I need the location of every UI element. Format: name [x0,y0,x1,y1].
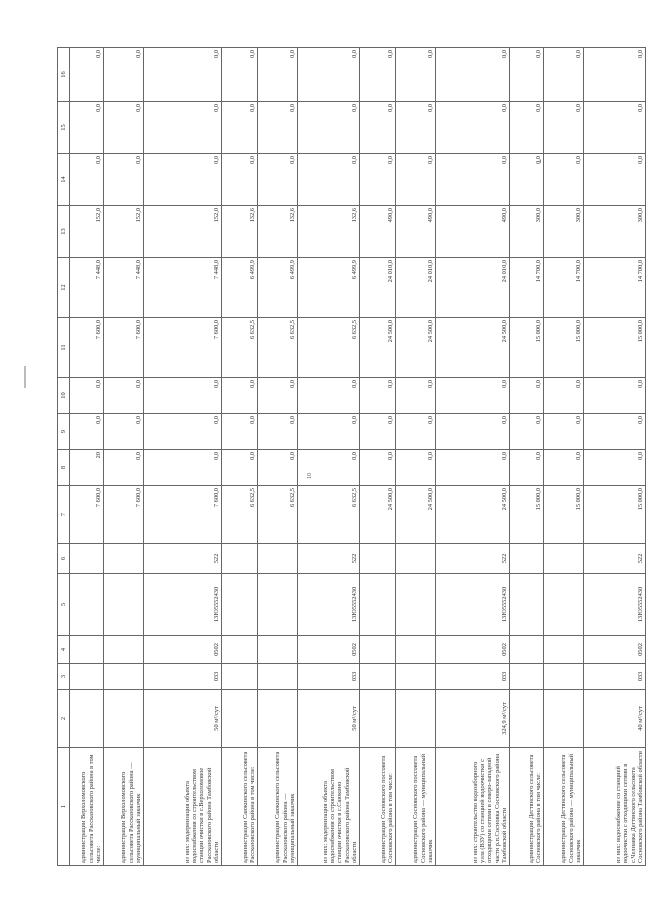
table-cell-col-8: 0,0 [436,450,510,486]
column-header: 1 [58,748,70,866]
table-cell-col-10: 0,0 [360,378,396,414]
table-cell-col-2 [104,690,144,748]
table-cell-col-2 [396,690,436,748]
table-cell-col-13: 300,0 [584,206,646,258]
table-cell-col-3 [104,664,144,690]
table-cell-col-14: 0,0 [544,154,584,206]
table-cell-col-1: администрации Саюкинского сельсовета Рассказовского района — муниципальный заказчик [258,748,298,866]
table-cell-col-1: администрации Саюкинского сельсовета Рассказовского района в том числе: [222,748,258,866]
table-cell-col-3 [396,664,436,690]
table-cell-col-3: 033 [436,664,510,690]
table-cell-col-6: 522 [144,544,222,574]
table-cell-col-12: 7 448,0 [70,258,104,318]
table-cell-col-10: 0,0 [222,378,258,414]
table-cell-col-12: 6 499,9 [222,258,258,318]
table-cell-col-12: 7 448,0 [104,258,144,318]
table-cell-col-11: 24 500,0 [396,318,436,378]
table-cell-col-4 [360,636,396,664]
column-header: 14 [58,154,70,206]
table-cell-col-4: 0502 [298,636,360,664]
table-cell-col-7: 7 600,0 [104,486,144,544]
table-cell-col-7: 15 000,0 [544,486,584,544]
table-cell-col-9: 0,0 [298,414,360,450]
table-cell-col-12: 14 700,0 [510,258,544,318]
table-cell-col-15: 0,0 [584,102,646,154]
table-cell-col-14: 0,0 [584,154,646,206]
column-header: 2 [58,690,70,748]
table-cell-col-9: 0,0 [104,414,144,450]
table-cell-col-16: 0,0 [222,48,258,102]
table-cell-col-9: 0,0 [360,414,396,450]
table-cell-col-11: 7 600,0 [70,318,104,378]
table-cell-col-6 [104,544,144,574]
table-cell-col-8: 0,0 [544,450,584,486]
table-cell-col-15: 0,0 [396,102,436,154]
table-cell-col-7: 6 632,5 [222,486,258,544]
table-cell-col-14: 0,0 [396,154,436,206]
table-cell-col-12: 6 499,9 [298,258,360,318]
table-cell-col-16: 0,0 [584,48,646,102]
table-cell-col-16: 0,0 [258,48,298,102]
table-cell-col-7: 7 600,0 [144,486,222,544]
table-cell-col-5: 13Ю5552430 [436,574,510,636]
table-cell-col-4 [396,636,436,664]
table-cell-col-3 [222,664,258,690]
table-cell-col-2 [510,690,544,748]
table-cell-col-9: 0,0 [396,414,436,450]
table-cell-col-10: 0,0 [70,378,104,414]
table-row [222,48,258,866]
table-cell-col-4: 0502 [436,636,510,664]
table-cell-col-5: 13Ю5552430 [584,574,646,636]
table-cell-col-6: 522 [584,544,646,574]
table-cell-col-5: 13Ю5552430 [298,574,360,636]
table-cell-col-3: 033 [144,664,222,690]
table-cell-col-2: 50 м³/сут [298,690,360,748]
table-cell-col-2 [222,690,258,748]
table-cell-col-13: 490,0 [360,206,396,258]
table-cell-col-11: 7 600,0 [144,318,222,378]
table-cell-col-3 [360,664,396,690]
table-cell-col-10: 0,0 [104,378,144,414]
budget-table [57,47,646,866]
table-cell-col-12: 14 700,0 [544,258,584,318]
table-cell-col-9: 0,0 [144,414,222,450]
table-cell-col-5 [510,574,544,636]
table-cell-col-9: 0,0 [222,414,258,450]
table-row [70,48,104,866]
table-cell-col-1: администрации Верхоломовского сельсовета Рассказовского района — муниципальный заказчик [104,748,144,866]
table-cell-col-8: 0,0 [144,450,222,486]
table-cell-col-13: 152,0 [70,206,104,258]
table-cell-col-11: 24 500,0 [360,318,396,378]
table-cell-col-14: 0,0 [298,154,360,206]
table-cell-col-7: 24 500,0 [396,486,436,544]
table-cell-col-6: 522 [436,544,510,574]
table-cell-col-8: 0,0 [510,450,544,486]
table-cell-col-7: 6 632,5 [298,486,360,544]
table-cell-col-5 [70,574,104,636]
table-cell-col-16: 0,0 [396,48,436,102]
table-cell-col-11: 6 632,5 [298,318,360,378]
table-cell-col-13: 152,0 [104,206,144,258]
column-header: 11 [58,318,70,378]
table-cell-col-7: 15 000,0 [510,486,544,544]
table-cell-col-2: 50 м³/сут [144,690,222,748]
table-cell-col-15: 0,0 [360,102,396,154]
table-cell-col-8: 0,0 [396,450,436,486]
table-cell-col-13: 132,6 [222,206,258,258]
table-cell-col-1: администрации Сосновского поссовета Сосновского района — муниципальный заказчик [396,748,436,866]
table-cell-col-8: 0,0 [360,450,396,486]
table-cell-col-7: 6 632,5 [258,486,298,544]
table-cell-col-13: 132,6 [298,206,360,258]
table-cell-col-15: 0,0 [104,102,144,154]
table-cell-col-15: 0,0 [144,102,222,154]
table-body [70,48,646,866]
table-cell-col-16: 0,0 [510,48,544,102]
table-cell-col-15: 0,0 [258,102,298,154]
table-cell-col-14: 0,0 [222,154,258,206]
table-cell-col-14: 0,0 [70,154,104,206]
table-cell-col-12: 24 010,0 [396,258,436,318]
table-cell-col-6 [396,544,436,574]
table-cell-col-1: из них: строительство водозаборного узла (ВЗУ) со станцией водоочистки с отходящими сетями в северо-западной части р.п.Сосновка Сосновского района Тамбовской области [436,748,510,866]
table-cell-col-4: 0502 [584,636,646,664]
column-header: 12 [58,258,70,318]
table-cell-col-13: 132,6 [258,206,298,258]
table-cell-col-3: 033 [298,664,360,690]
table-cell-col-4 [510,636,544,664]
table-cell-col-6 [70,544,104,574]
column-header: 16 [58,48,70,102]
table-cell-col-11: 7 600,0 [104,318,144,378]
table-cell-col-9: 0,0 [584,414,646,450]
table-cell-col-3 [70,664,104,690]
table-cell-col-13: 300,0 [544,206,584,258]
table-cell-col-11: 15 000,0 [544,318,584,378]
table-cell-col-12: 6 499,9 [258,258,298,318]
table-cell-col-15: 0,0 [544,102,584,154]
table-cell-col-10: 0,0 [544,378,584,414]
table-cell-col-8: 0,0 [104,450,144,486]
table-cell-col-9: 0,0 [544,414,584,450]
column-header: 8 [58,450,70,486]
column-header: 5 [58,574,70,636]
table-row [584,48,646,866]
rotated-table-container [57,48,644,866]
table-cell-col-6 [360,544,396,574]
table-cell-col-4: 0502 [144,636,222,664]
column-header: 3 [58,664,70,690]
table-cell-col-8: 0,0 [298,450,360,486]
table-cell-col-10: 0,0 [510,378,544,414]
table-cell-col-5 [104,574,144,636]
table-cell-col-12: 7 448,0 [144,258,222,318]
table-row [436,48,510,866]
table-cell-col-11: 15 000,0 [510,318,544,378]
table-cell-col-12: 24 010,0 [436,258,510,318]
table-cell-col-4 [258,636,298,664]
column-header: 7 [58,486,70,544]
table-cell-col-1: администрации Верхоломовского сельсовета Рассказовского района в том числе: [70,748,104,866]
table-cell-col-4 [104,636,144,664]
table-cell-col-10: 0,0 [298,378,360,414]
table-cell-col-5 [544,574,584,636]
table-cell-col-6: 522 [298,544,360,574]
table-cell-col-15: 0,0 [436,102,510,154]
table-cell-col-4 [222,636,258,664]
table-cell-col-12: 24 010,0 [360,258,396,318]
table-cell-col-3: 033 [584,664,646,690]
table-cell-col-14: 0,0 [510,154,544,206]
table-cell-col-1: администрации Дегтянского сельсовета Сосновского района в том числе: [510,748,544,866]
table-cell-col-1: администрации Сосновского поссовета Сосновского района в том числе: [360,748,396,866]
table-cell-col-10: 0,0 [436,378,510,414]
table-cell-col-1: из них: модернизация объекта водоснабжения со строительством станции очистки в с.Верхоломовое Рассказовского района Тамбовской области [144,748,222,866]
table-cell-col-11: 15 000,0 [584,318,646,378]
table-cell-col-12: 14 700,0 [584,258,646,318]
table-cell-col-3 [258,664,298,690]
table-cell-col-2: 324,9 м³/сут [436,690,510,748]
table-cell-col-7: 7 600,0 [70,486,104,544]
table-cell-col-13: 300,0 [510,206,544,258]
table-cell-col-14: 0,0 [258,154,298,206]
table-cell-col-5 [360,574,396,636]
table-cell-col-4 [70,636,104,664]
table-cell-col-16: 0,0 [104,48,144,102]
table-cell-col-5 [258,574,298,636]
table-row [396,48,436,866]
table-cell-col-8: 0,0 [258,450,298,486]
column-header: 10 [58,378,70,414]
table-cell-col-8: 20 [70,450,104,486]
scan-artifact [24,366,26,388]
column-header: 13 [58,206,70,258]
table-cell-col-1: из них: водоснабжение со станцией водоочистки с отходящими сетями в с.Челнавка Дегтянского сельсовета Сосновского района Тамбовской области [584,748,646,866]
table-cell-col-2 [70,690,104,748]
table-cell-col-1: из них: модернизация объекта водоснабжения со строительством станции очистки в с.Саюкино Рассказовского района Тамбовской области [298,748,360,866]
table-cell-col-14: 0,0 [144,154,222,206]
table-cell-col-5 [222,574,258,636]
table-cell-col-15: 0,0 [70,102,104,154]
table-cell-col-6 [222,544,258,574]
table-cell-col-6 [544,544,584,574]
table-cell-col-15: 0,0 [222,102,258,154]
table-cell-col-14: 0,0 [436,154,510,206]
table-cell-col-15: 0,0 [510,102,544,154]
table-cell-col-10: 0,0 [144,378,222,414]
table-cell-col-10: 0,0 [396,378,436,414]
column-header: 9 [58,414,70,450]
table-cell-col-13: 490,0 [436,206,510,258]
table-cell-col-6 [258,544,298,574]
table-cell-col-9: 0,0 [258,414,298,450]
table-cell-col-6 [510,544,544,574]
table-cell-col-1: администрации Дегтянского сельсовета Сосновского района — муниципальный заказчик [544,748,584,866]
table-cell-col-15: 0,0 [298,102,360,154]
table-row [544,48,584,866]
table-cell-col-2 [360,690,396,748]
table-cell-col-10: 0,0 [584,378,646,414]
table-cell-col-2: 40 м³/сут [584,690,646,748]
table-cell-col-10: 0,0 [258,378,298,414]
table-cell-col-9: 0,0 [436,414,510,450]
table-cell-col-16: 0,0 [436,48,510,102]
page-number: 10 [307,473,313,479]
table-cell-col-16: 0,0 [70,48,104,102]
table-row [258,48,298,866]
table-cell-col-2 [258,690,298,748]
table-cell-col-11: 6 632,5 [258,318,298,378]
table-cell-col-16: 0,0 [544,48,584,102]
table-cell-col-9: 0,0 [510,414,544,450]
table-row [144,48,222,866]
table-cell-col-7: 24 500,0 [360,486,396,544]
table-cell-col-5 [396,574,436,636]
column-header: 4 [58,636,70,664]
table-cell-col-2 [544,690,584,748]
table-cell-col-11: 24 500,0 [436,318,510,378]
column-header: 15 [58,102,70,154]
table-cell-col-16: 0,0 [144,48,222,102]
table-cell-col-9: 0,0 [70,414,104,450]
table-cell-col-11: 6 632,5 [222,318,258,378]
table-cell-col-8: 0,0 [584,450,646,486]
table-cell-col-14: 0,0 [360,154,396,206]
table-cell-col-16: 0,0 [360,48,396,102]
column-number-row [58,48,70,866]
table-row [510,48,544,866]
table-cell-col-3 [544,664,584,690]
table-cell-col-13: 152,0 [144,206,222,258]
table-cell-col-16: 0,0 [298,48,360,102]
table-row [360,48,396,866]
table-row [104,48,144,866]
column-header: 6 [58,544,70,574]
table-cell-col-4 [544,636,584,664]
table-cell-col-7: 24 500,0 [436,486,510,544]
table-cell-col-8: 0,0 [222,450,258,486]
table-cell-col-13: 490,0 [396,206,436,258]
table-row [298,48,360,866]
table-cell-col-7: 15 000,0 [584,486,646,544]
table-cell-col-14: 0,0 [104,154,144,206]
table-cell-col-5: 13Ю5552430 [144,574,222,636]
table-cell-col-3 [510,664,544,690]
